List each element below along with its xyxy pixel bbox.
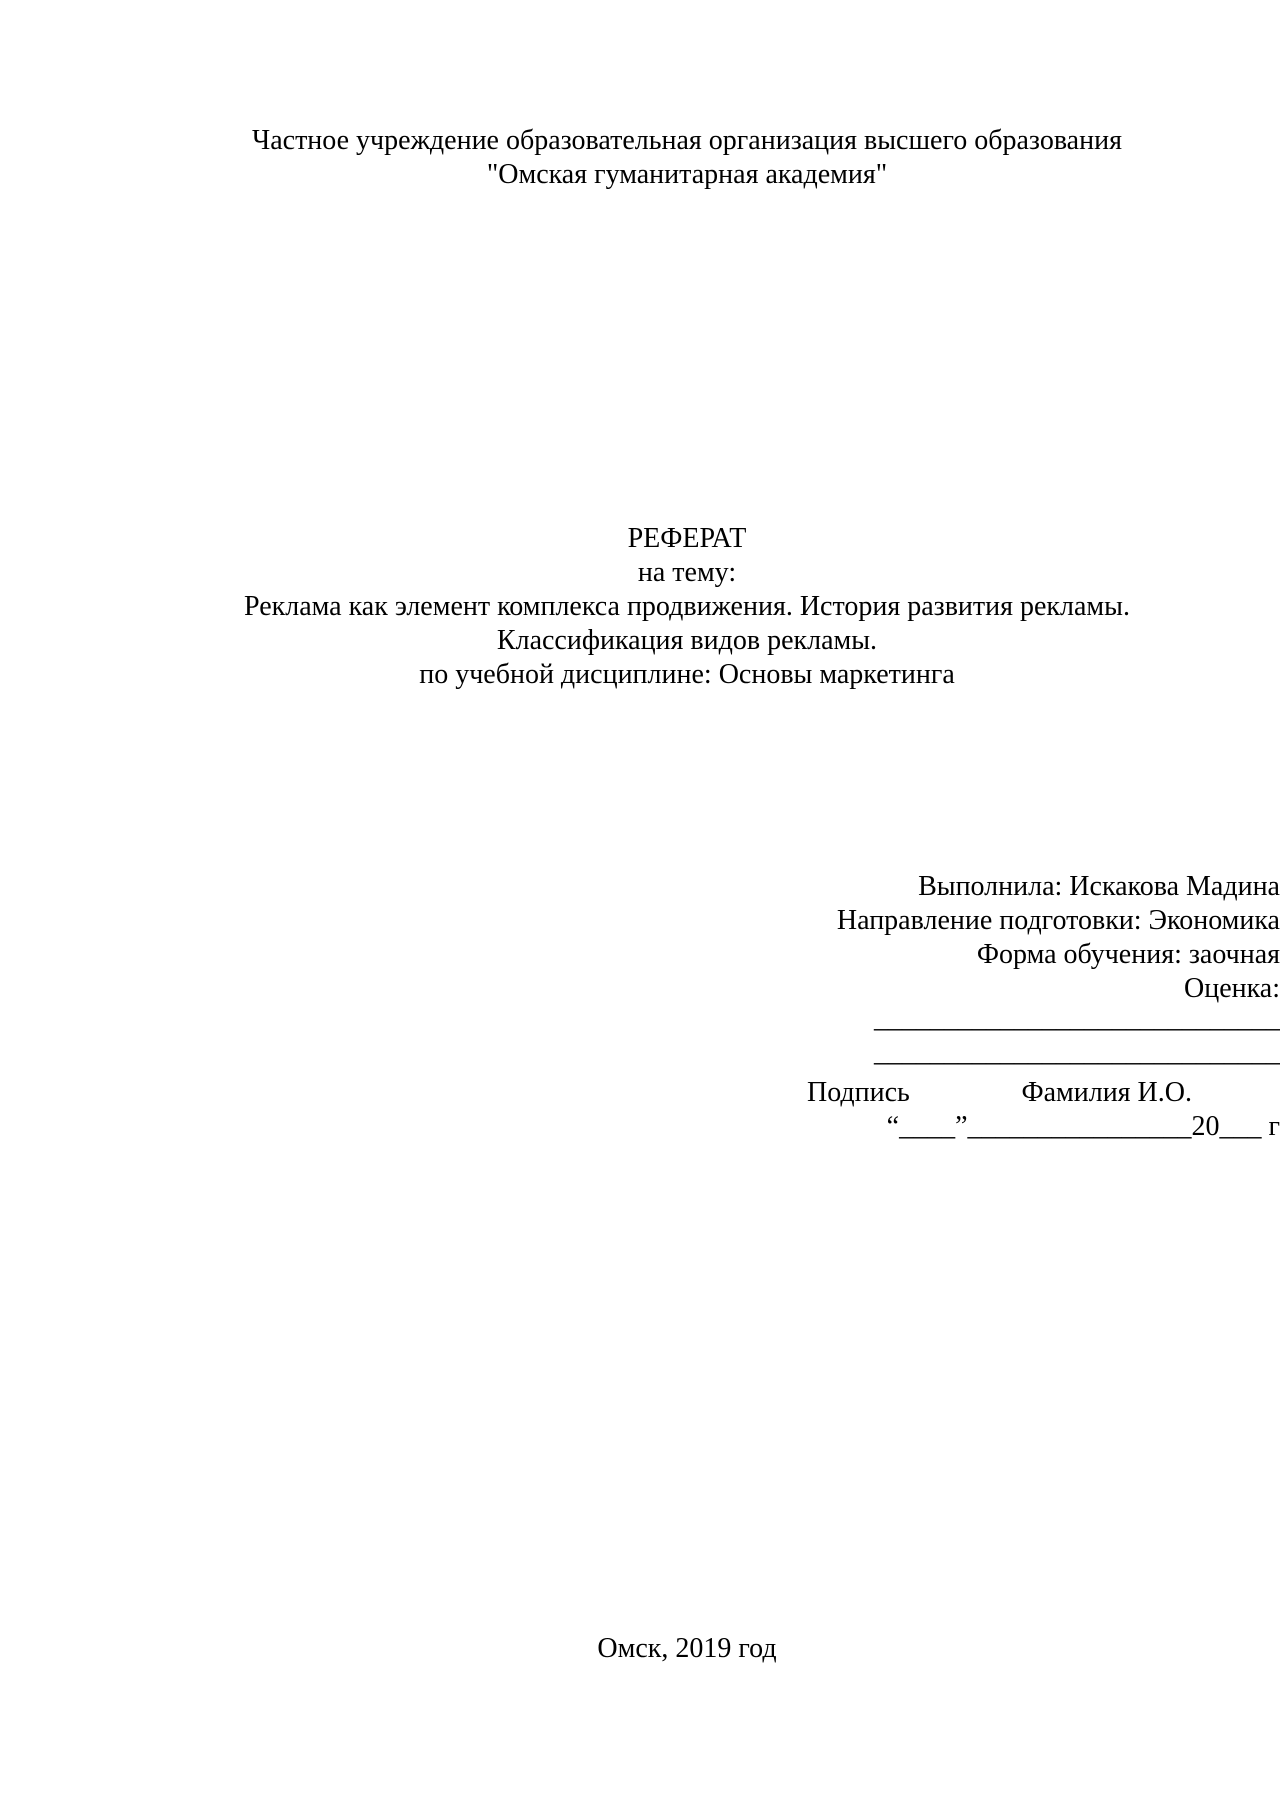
study-form: Форма обучения: заочная — [976, 939, 1280, 970]
document-type: РЕФЕРАТ — [627, 523, 747, 554]
grade-blank-line-1: _____________________________ — [874, 1003, 1280, 1034]
topic-line-2: Классификация видов рекламы. — [496, 625, 878, 656]
direction-of-study: Направление подготовки: Экономика — [836, 905, 1280, 936]
on-topic-label: на тему: — [637, 557, 737, 588]
discipline-line: по учебной дисциплине: Основы маркетинга — [419, 659, 955, 690]
city-year: Омск, 2019 год — [597, 1633, 777, 1664]
topic-line-1: Реклама как элемент комплекса продвижения. История развития рекламы. — [244, 591, 1130, 622]
institution-line-1: Частное учреждение образовательная организация высшего образования — [252, 125, 1122, 156]
performed-by: Выполнила: Искакова Мадина — [918, 871, 1280, 902]
grade-label: Оценка: — [1183, 973, 1280, 1004]
date-line: “____”________________20___ г — [886, 1111, 1280, 1142]
signature-label: Подпись — [807, 1077, 910, 1108]
grade-blank-line-2: _____________________________ — [874, 1037, 1280, 1068]
name-label: Фамилия И.О. — [1021, 1077, 1192, 1108]
institution-line-2: "Омская гуманитарная академия" — [486, 159, 888, 190]
